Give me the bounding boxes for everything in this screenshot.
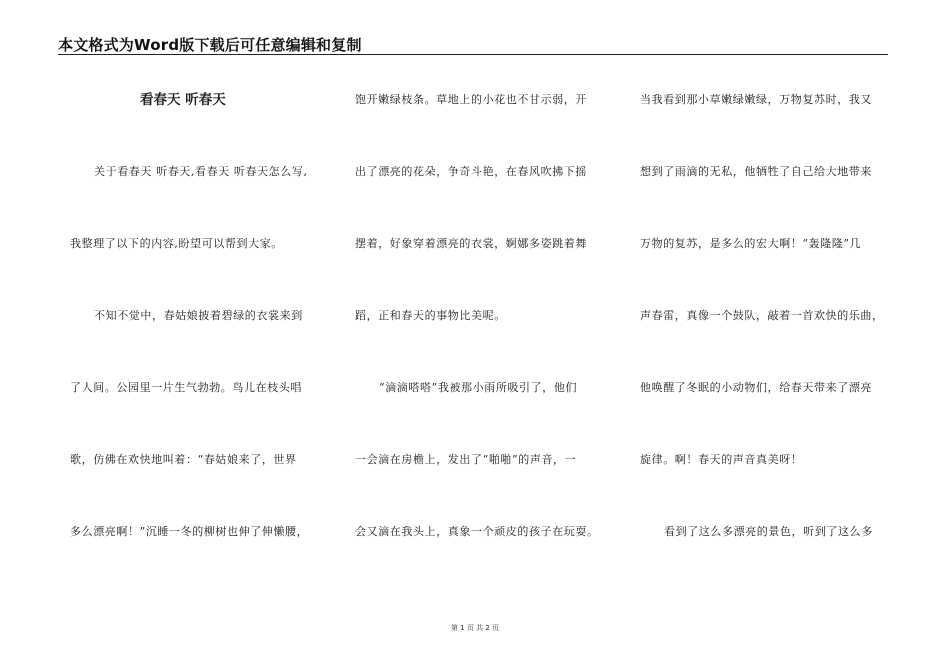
text-line: 他唤醒了冬眠的小动物们，给春天带来了漂亮 (640, 381, 872, 394)
text-line: 声春雷，真像一个鼓队，敲着一首欢快的乐曲， (640, 309, 884, 322)
text-line: 多么漂亮啊！”沉睡一冬的柳树也伸了伸懒腰， (70, 525, 309, 538)
text-line: 蹈，正和春天的事物比美呢。 (355, 309, 506, 322)
text-line: 饱开嫩绿枝条。草地上的小花也不甘示弱，开 (355, 93, 587, 106)
text-line: 了人间。公园里一片生气勃勃。鸟儿在枝头唱 (70, 381, 302, 394)
text-line: 当我看到那小草嫩绿嫩绿，万物复苏时，我又 (640, 93, 872, 106)
text-line: 看到了这么多漂亮的景色，听到了这么多 (664, 525, 873, 538)
text-line: 歌，仿佛在欢快地叫着：“春姑娘来了，世界 (70, 453, 297, 466)
page-footer: 第 1 页 共 2 页 (450, 624, 500, 632)
column-right (640, 90, 900, 542)
text-line: 会又滴在我头上，真象一个顽皮的孩子在玩耍。 (355, 525, 599, 538)
document-title: 看春天 听春天 (140, 92, 226, 108)
text-line: 万物的复苏，是多么的宏大啊！“轰隆隆”几 (640, 237, 862, 250)
text-line: 我整理了以下的内容,盼望可以帮到大家。 (70, 237, 283, 250)
text-line: 想到了雨滴的无私，他牺牲了自己给大地带来 (640, 165, 872, 178)
text-line: 不知不觉中，春姑娘披着碧绿的衣裳来到 (94, 309, 303, 322)
text-line: 旋律。啊！春天的声音真美呀！ (640, 453, 803, 466)
column-middle (355, 90, 615, 542)
page-header: 本文格式为Word版下载后可任意编辑和复制 (58, 36, 362, 54)
text-line: 关于看春天 听春天,看春天 听春天怎么写, (94, 165, 308, 178)
text-line: “滴滴嗒嗒”我被那小雨所吸引了，他们 (379, 381, 578, 394)
header-divider (58, 54, 888, 55)
text-line: 一会滴在房檐上，发出了“啪啪”的声音，一 (355, 453, 577, 466)
text-line: 出了漂亮的花朵，争奇斗艳，在春风吹拂下摇 (355, 165, 587, 178)
column-left (70, 90, 330, 542)
text-line: 摆着，好象穿着漂亮的衣裳，婀娜多姿跳着舞 (355, 237, 587, 250)
